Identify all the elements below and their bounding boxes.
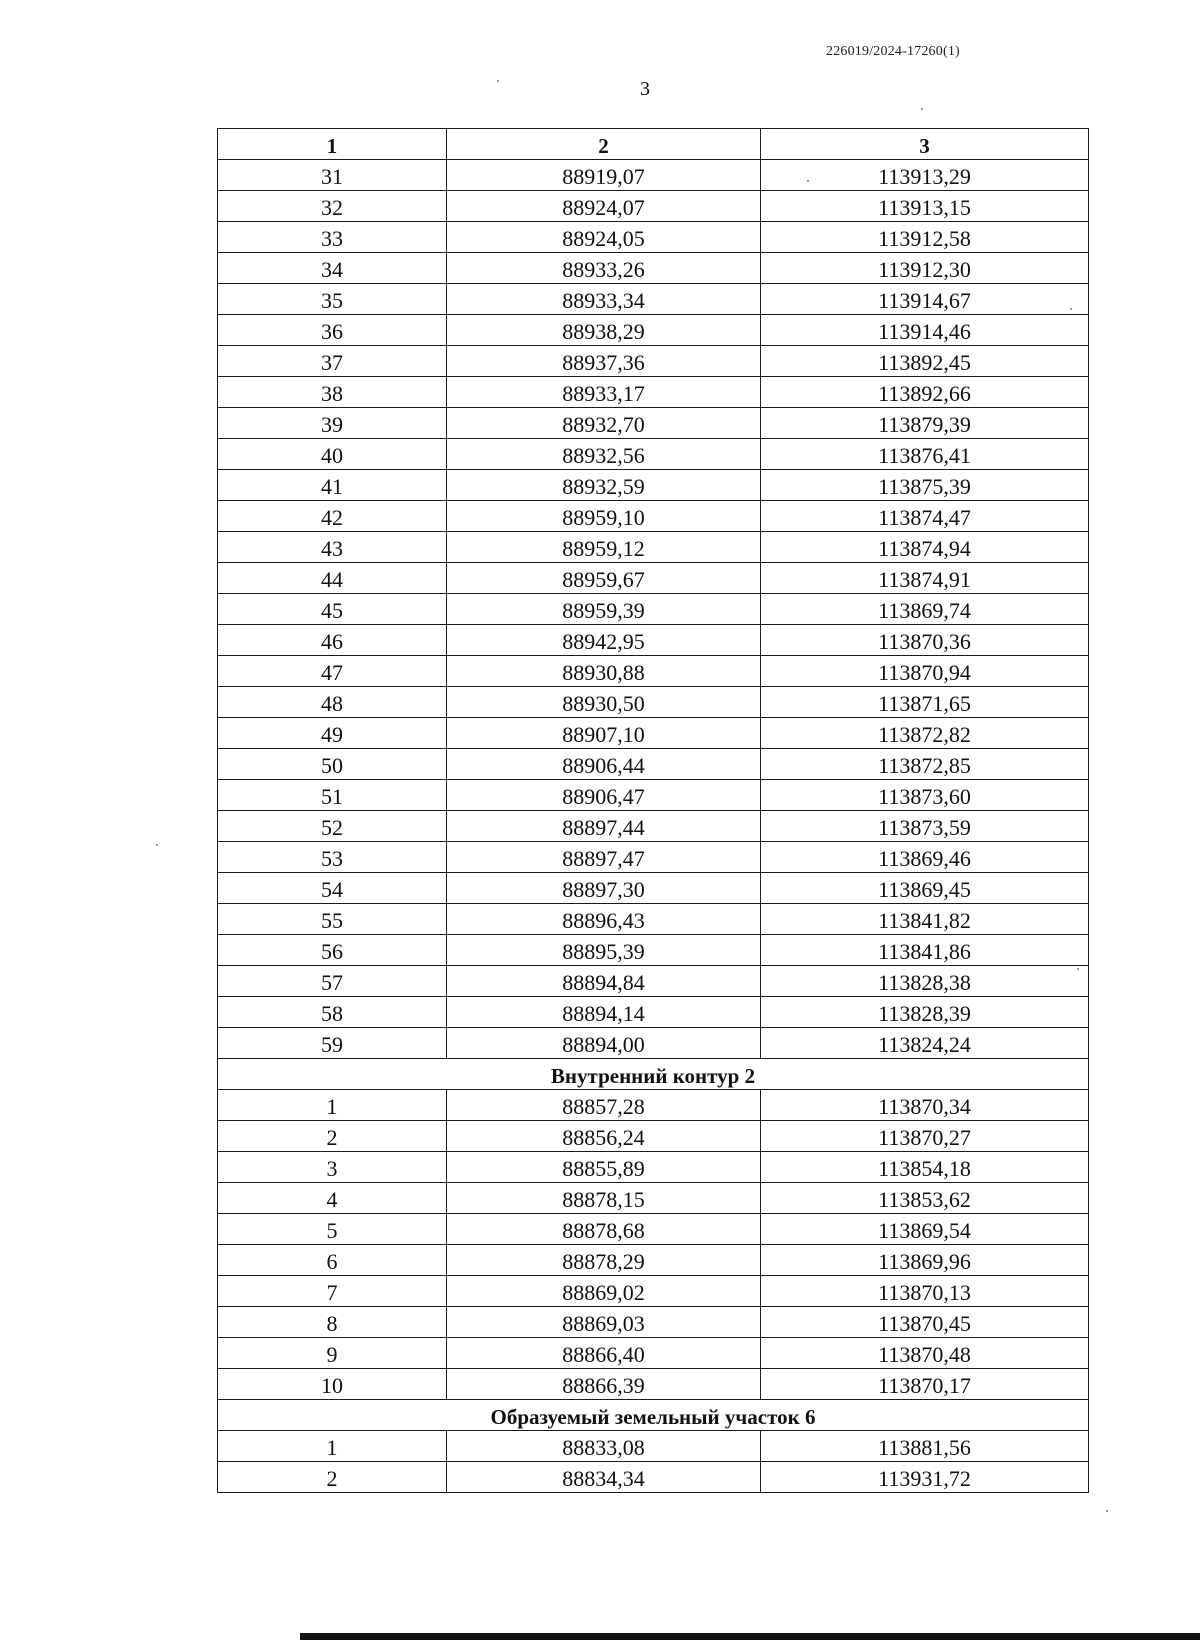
coord-x-cell: 88894,14 bbox=[447, 997, 761, 1028]
coord-x-cell: 88930,50 bbox=[447, 687, 761, 718]
point-number-cell: 5 bbox=[218, 1214, 447, 1245]
coord-x-cell: 88959,39 bbox=[447, 594, 761, 625]
table-row bbox=[218, 997, 1089, 1028]
coord-x-cell: 88959,10 bbox=[447, 501, 761, 532]
scan-speck bbox=[497, 80, 499, 82]
table-body bbox=[218, 160, 1089, 1493]
coord-x-cell: 88857,28 bbox=[447, 1090, 761, 1121]
coord-y-cell: 113931,72 bbox=[761, 1462, 1089, 1493]
coord-x-cell: 88894,84 bbox=[447, 966, 761, 997]
point-number-cell: 6 bbox=[218, 1245, 447, 1276]
coord-x-cell: 88897,30 bbox=[447, 873, 761, 904]
coord-x-cell: 88878,68 bbox=[447, 1214, 761, 1245]
coord-x-cell: 88930,88 bbox=[447, 656, 761, 687]
table-row bbox=[218, 1245, 1089, 1276]
coord-y-cell: 113874,94 bbox=[761, 532, 1089, 563]
coord-y-cell: 113870,13 bbox=[761, 1276, 1089, 1307]
coord-y-cell: 113854,18 bbox=[761, 1152, 1089, 1183]
table-row bbox=[218, 315, 1089, 346]
coord-y-cell: 113871,65 bbox=[761, 687, 1089, 718]
coord-y-cell: 113876,41 bbox=[761, 439, 1089, 470]
table-row bbox=[218, 1152, 1089, 1183]
coord-y-cell: 113869,74 bbox=[761, 594, 1089, 625]
coord-x-cell: 88924,07 bbox=[447, 191, 761, 222]
coord-y-cell: 113870,94 bbox=[761, 656, 1089, 687]
coord-x-cell: 88924,05 bbox=[447, 222, 761, 253]
table-header bbox=[218, 129, 1089, 160]
table-row bbox=[218, 191, 1089, 222]
point-number-cell: 36 bbox=[218, 315, 447, 346]
point-number-cell: 58 bbox=[218, 997, 447, 1028]
table-row bbox=[218, 563, 1089, 594]
coord-y-cell: 113828,38 bbox=[761, 966, 1089, 997]
point-number-cell: 9 bbox=[218, 1338, 447, 1369]
point-number-cell: 10 bbox=[218, 1369, 447, 1400]
table-row bbox=[218, 1307, 1089, 1338]
coord-x-cell: 88833,08 bbox=[447, 1431, 761, 1462]
coord-y-cell: 113870,27 bbox=[761, 1121, 1089, 1152]
coord-x-cell: 88938,29 bbox=[447, 315, 761, 346]
coord-y-cell: 113828,39 bbox=[761, 997, 1089, 1028]
coord-x-cell: 88895,39 bbox=[447, 935, 761, 966]
point-number-cell: 46 bbox=[218, 625, 447, 656]
coord-x-cell: 88942,95 bbox=[447, 625, 761, 656]
coord-y-cell: 113879,39 bbox=[761, 408, 1089, 439]
coord-y-cell: 113912,30 bbox=[761, 253, 1089, 284]
coord-y-cell: 113869,96 bbox=[761, 1245, 1089, 1276]
coord-y-cell: 113841,82 bbox=[761, 904, 1089, 935]
point-number-cell: 41 bbox=[218, 470, 447, 501]
scan-speck bbox=[1070, 308, 1072, 310]
coord-y-cell: 113870,45 bbox=[761, 1307, 1089, 1338]
table-row bbox=[218, 904, 1089, 935]
column-header-1: 1 bbox=[218, 129, 447, 160]
table-row bbox=[218, 284, 1089, 315]
coord-y-cell: 113913,15 bbox=[761, 191, 1089, 222]
point-number-cell: 40 bbox=[218, 439, 447, 470]
coord-x-cell: 88932,59 bbox=[447, 470, 761, 501]
section-row bbox=[218, 1400, 1089, 1431]
column-header-3: 3 bbox=[761, 129, 1089, 160]
point-number-cell: 55 bbox=[218, 904, 447, 935]
coord-y-cell: 113870,17 bbox=[761, 1369, 1089, 1400]
table-row bbox=[218, 439, 1089, 470]
point-number-cell: 35 bbox=[218, 284, 447, 315]
table-row bbox=[218, 160, 1089, 191]
scan-speck bbox=[1077, 968, 1079, 970]
table-row bbox=[218, 1028, 1089, 1059]
point-number-cell: 44 bbox=[218, 563, 447, 594]
table-row bbox=[218, 1276, 1089, 1307]
scan-speck bbox=[807, 180, 809, 182]
coord-x-cell: 88897,44 bbox=[447, 811, 761, 842]
table-row bbox=[218, 718, 1089, 749]
column-header-2: 2 bbox=[447, 129, 761, 160]
section-title: Образуемый земельный участок 6 bbox=[218, 1400, 1089, 1431]
coord-y-cell: 113824,24 bbox=[761, 1028, 1089, 1059]
point-number-cell: 43 bbox=[218, 532, 447, 563]
coord-x-cell: 88932,70 bbox=[447, 408, 761, 439]
point-number-cell: 59 bbox=[218, 1028, 447, 1059]
coord-x-cell: 88834,34 bbox=[447, 1462, 761, 1493]
table-row bbox=[218, 966, 1089, 997]
point-number-cell: 1 bbox=[218, 1090, 447, 1121]
point-number-cell: 47 bbox=[218, 656, 447, 687]
section-row bbox=[218, 1059, 1089, 1090]
coord-x-cell: 88906,44 bbox=[447, 749, 761, 780]
point-number-cell: 33 bbox=[218, 222, 447, 253]
coord-y-cell: 113881,56 bbox=[761, 1431, 1089, 1462]
coord-y-cell: 113874,47 bbox=[761, 501, 1089, 532]
point-number-cell: 32 bbox=[218, 191, 447, 222]
coord-x-cell: 88932,56 bbox=[447, 439, 761, 470]
coord-x-cell: 88866,39 bbox=[447, 1369, 761, 1400]
coord-y-cell: 113873,59 bbox=[761, 811, 1089, 842]
point-number-cell: 49 bbox=[218, 718, 447, 749]
coord-y-cell: 113914,67 bbox=[761, 284, 1089, 315]
coord-x-cell: 88855,89 bbox=[447, 1152, 761, 1183]
table-row bbox=[218, 470, 1089, 501]
table-row bbox=[218, 935, 1089, 966]
point-number-cell: 54 bbox=[218, 873, 447, 904]
coord-x-cell: 88933,26 bbox=[447, 253, 761, 284]
coord-x-cell: 88869,03 bbox=[447, 1307, 761, 1338]
coord-x-cell: 88906,47 bbox=[447, 780, 761, 811]
coord-x-cell: 88907,10 bbox=[447, 718, 761, 749]
coord-y-cell: 113841,86 bbox=[761, 935, 1089, 966]
coord-x-cell: 88959,67 bbox=[447, 563, 761, 594]
coord-x-cell: 88878,15 bbox=[447, 1183, 761, 1214]
table-row bbox=[218, 873, 1089, 904]
coordinates-table bbox=[217, 128, 1089, 1493]
coord-x-cell: 88933,34 bbox=[447, 284, 761, 315]
coord-x-cell: 88878,29 bbox=[447, 1245, 761, 1276]
point-number-cell: 51 bbox=[218, 780, 447, 811]
point-number-cell: 34 bbox=[218, 253, 447, 284]
point-number-cell: 31 bbox=[218, 160, 447, 191]
table-row bbox=[218, 1338, 1089, 1369]
point-number-cell: 1 bbox=[218, 1431, 447, 1462]
coord-y-cell: 113869,54 bbox=[761, 1214, 1089, 1245]
coord-y-cell: 113870,34 bbox=[761, 1090, 1089, 1121]
table-row bbox=[218, 532, 1089, 563]
coord-y-cell: 113870,36 bbox=[761, 625, 1089, 656]
table-row bbox=[218, 780, 1089, 811]
coord-y-cell: 113869,45 bbox=[761, 873, 1089, 904]
coord-y-cell: 113913,29 bbox=[761, 160, 1089, 191]
point-number-cell: 52 bbox=[218, 811, 447, 842]
coord-x-cell: 88937,36 bbox=[447, 346, 761, 377]
table-row bbox=[218, 811, 1089, 842]
coord-y-cell: 113869,46 bbox=[761, 842, 1089, 873]
table-row bbox=[218, 222, 1089, 253]
coord-y-cell: 113870,48 bbox=[761, 1338, 1089, 1369]
point-number-cell: 42 bbox=[218, 501, 447, 532]
point-number-cell: 2 bbox=[218, 1121, 447, 1152]
coord-x-cell: 88959,12 bbox=[447, 532, 761, 563]
coord-x-cell: 88897,47 bbox=[447, 842, 761, 873]
point-number-cell: 45 bbox=[218, 594, 447, 625]
point-number-cell: 53 bbox=[218, 842, 447, 873]
coord-y-cell: 113875,39 bbox=[761, 470, 1089, 501]
point-number-cell: 38 bbox=[218, 377, 447, 408]
table-row bbox=[218, 408, 1089, 439]
coord-y-cell: 113853,62 bbox=[761, 1183, 1089, 1214]
coord-x-cell: 88933,17 bbox=[447, 377, 761, 408]
coord-x-cell: 88896,43 bbox=[447, 904, 761, 935]
table-row bbox=[218, 1369, 1089, 1400]
table-row bbox=[218, 501, 1089, 532]
page-number: 3 bbox=[640, 78, 650, 100]
header-row bbox=[218, 129, 1089, 160]
point-number-cell: 3 bbox=[218, 1152, 447, 1183]
table-row bbox=[218, 377, 1089, 408]
table-row bbox=[218, 842, 1089, 873]
point-number-cell: 50 bbox=[218, 749, 447, 780]
point-number-cell: 56 bbox=[218, 935, 447, 966]
coord-y-cell: 113914,46 bbox=[761, 315, 1089, 346]
coord-y-cell: 113872,85 bbox=[761, 749, 1089, 780]
point-number-cell: 57 bbox=[218, 966, 447, 997]
table-row bbox=[218, 1090, 1089, 1121]
point-number-cell: 8 bbox=[218, 1307, 447, 1338]
scan-speck bbox=[921, 108, 923, 110]
point-number-cell: 7 bbox=[218, 1276, 447, 1307]
coord-y-cell: 113892,45 bbox=[761, 346, 1089, 377]
coord-y-cell: 113874,91 bbox=[761, 563, 1089, 594]
table-row bbox=[218, 1431, 1089, 1462]
coord-x-cell: 88866,40 bbox=[447, 1338, 761, 1369]
table-row bbox=[218, 1121, 1089, 1152]
table-row bbox=[218, 1462, 1089, 1493]
section-title: Внутренний контур 2 bbox=[218, 1059, 1089, 1090]
coord-x-cell: 88856,24 bbox=[447, 1121, 761, 1152]
table-row bbox=[218, 346, 1089, 377]
coord-y-cell: 113892,66 bbox=[761, 377, 1089, 408]
coord-y-cell: 113912,58 bbox=[761, 222, 1089, 253]
table-row bbox=[218, 656, 1089, 687]
point-number-cell: 39 bbox=[218, 408, 447, 439]
table-row bbox=[218, 625, 1089, 656]
table-row bbox=[218, 749, 1089, 780]
table-row bbox=[218, 1214, 1089, 1245]
coord-x-cell: 88894,00 bbox=[447, 1028, 761, 1059]
table-row bbox=[218, 253, 1089, 284]
coord-y-cell: 113872,82 bbox=[761, 718, 1089, 749]
coord-x-cell: 88919,07 bbox=[447, 160, 761, 191]
point-number-cell: 48 bbox=[218, 687, 447, 718]
document-number: 226019/2024-17260(1) bbox=[826, 44, 960, 59]
point-number-cell: 2 bbox=[218, 1462, 447, 1493]
coord-x-cell: 88869,02 bbox=[447, 1276, 761, 1307]
point-number-cell: 4 bbox=[218, 1183, 447, 1214]
scan-speck bbox=[156, 844, 158, 846]
point-number-cell: 37 bbox=[218, 346, 447, 377]
table-row bbox=[218, 687, 1089, 718]
table-row bbox=[218, 1183, 1089, 1214]
scan-speck bbox=[1106, 1510, 1108, 1512]
scan-edge-line bbox=[300, 1633, 1200, 1640]
table-row bbox=[218, 594, 1089, 625]
coord-y-cell: 113873,60 bbox=[761, 780, 1089, 811]
